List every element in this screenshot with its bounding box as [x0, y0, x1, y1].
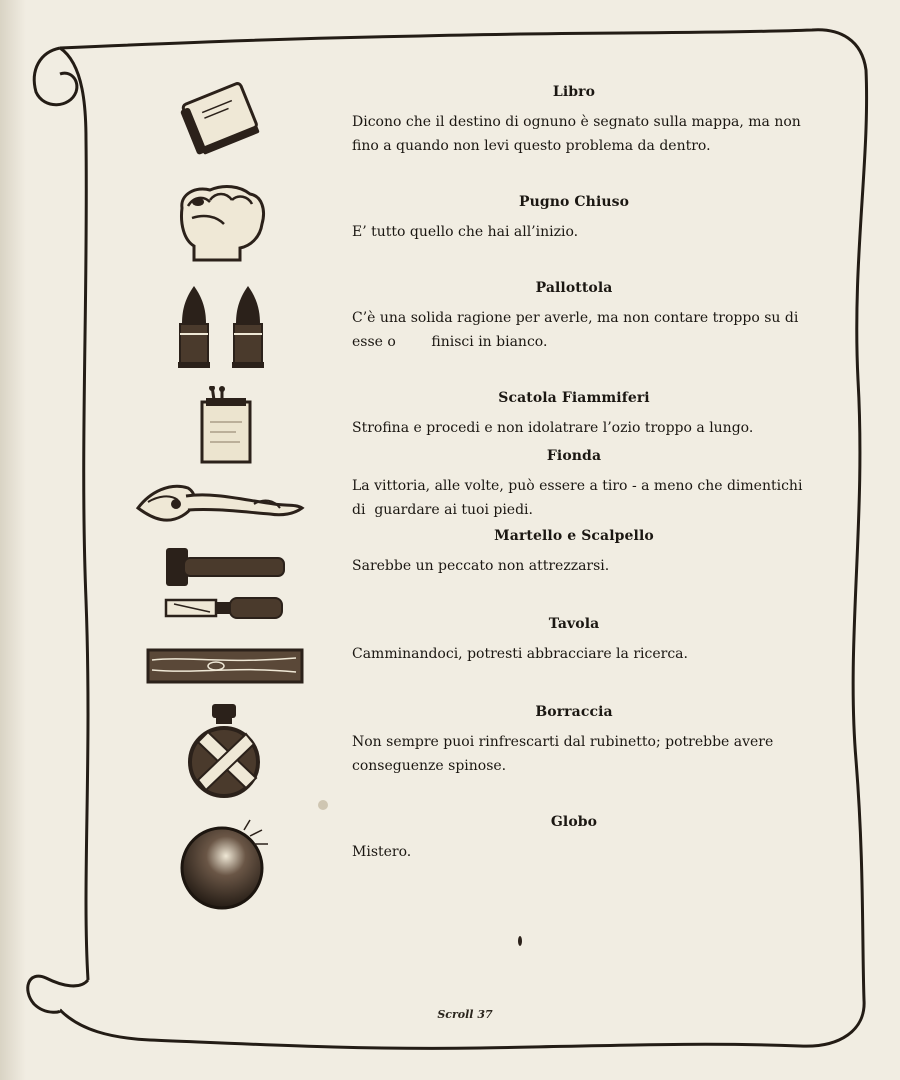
entry-text-globo: Mistero.	[352, 844, 412, 860]
entry-text-martello-scalpello: Sarebbe un peccato non attrezzarsi.	[352, 558, 610, 574]
entry-text-scatola-fiammiferi: Strofina e procedi e non idolatrare l’ozio troppo a lungo.	[352, 420, 754, 436]
entry-title-scatola-fiammiferi: Scatola Fiammiferi	[498, 390, 650, 406]
entry-text-pallottola: C’è una solida ragione per averle, ma non contare troppo su di esse o finisci in bianco.	[352, 310, 803, 350]
book-icon	[170, 66, 270, 162]
matchbox-icon	[196, 386, 256, 466]
entry-text-pugno-chiuso: E’ tutto quello che hai all’inizio.	[352, 224, 579, 240]
entry-title-pallottola: Pallottola	[535, 280, 613, 296]
hammer-chisel-icon	[160, 544, 288, 624]
fist-icon	[170, 180, 270, 264]
entry-text-fionda: La vittoria, alle volte, può essere a tiro - a meno che dimentichi di guardare ai tuoi piedi.	[352, 478, 807, 518]
entry-title-fionda: Fionda	[546, 448, 602, 464]
entry-title-martello-scalpello: Martello e Scalpello	[494, 528, 654, 544]
orb-icon	[178, 816, 274, 912]
bullets-icon	[172, 284, 272, 370]
entry-text-borraccia: Non sempre puoi rinfrescarti dal rubinetto; potrebbe avere conseguenze spinose.	[352, 734, 774, 774]
entry-text-tavola: Camminandoci, potresti abbracciare la ricerca.	[352, 646, 688, 662]
plank-icon	[146, 646, 304, 686]
entry-title-tavola: Tavola	[548, 616, 600, 632]
entry-title-libro: Libro	[552, 84, 596, 100]
scroll-number: Scroll 37	[437, 1008, 493, 1021]
slingshot-icon	[134, 474, 306, 532]
canteen-icon	[184, 702, 264, 802]
paper-speck	[518, 936, 522, 946]
entry-title-borraccia: Borraccia	[535, 704, 613, 720]
entry-text-libro: Dicono che il destino di ognuno è segnato sulla mappa, ma non fino a quando non levi questo problema da dentro.	[352, 114, 801, 154]
paper-speck	[318, 800, 328, 810]
entry-title-globo: Globo	[550, 814, 598, 830]
entry-title-pugno-chiuso: Pugno Chiuso	[518, 194, 630, 210]
